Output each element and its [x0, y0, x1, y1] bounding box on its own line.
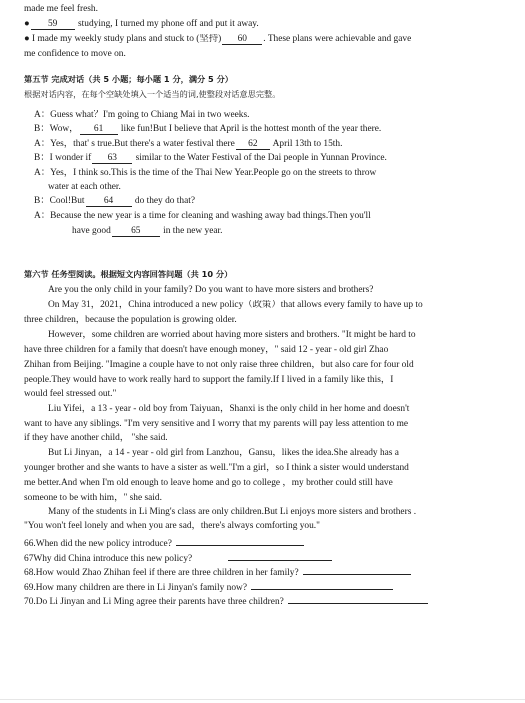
passage-line-14: me better.And when I'm old enough to leave home and go to college ，my brother could still have: [24, 478, 393, 488]
passage-line-2: On May 31，2021，China introduced a new policy（政策）that allows every family to have up to: [48, 300, 423, 310]
dialogue-line-3: [34, 139, 525, 150]
carryover-line-4: me confidence to move on.: [24, 49, 126, 59]
dialogue-line-3-text: A：Yes，that' s true.But there's a water festival there: [34, 139, 235, 149]
blank-62[interactable]: 62: [236, 139, 270, 150]
section5-title: 第五节 完成对话（共 5 小题；每小题 1 分，满分 5 分）: [24, 74, 233, 84]
blank-59[interactable]: 59: [31, 19, 75, 30]
dialogue-line-4: [34, 153, 525, 164]
dialogue-line-7-text: B：Cool!But: [34, 196, 85, 206]
dialogue-line-2-text: B：Wow，: [34, 124, 79, 134]
dialogue-line-4-text: B：I wonder if: [34, 153, 92, 163]
dialogue-line-4-tail: similar to the Water Festival of the Dai people in Yunnan Province.: [133, 153, 387, 163]
passage-line-15: someone to be with him，" she said.: [24, 493, 162, 503]
blank-65[interactable]: 65: [112, 226, 160, 237]
dialogue-line-5: A：Yes，I think so.This is the time of the Thai New Year.People go on the streets to throw: [34, 168, 377, 178]
question-66: [24, 536, 516, 550]
section6-title: 第六节 任务型阅读。根据短文内容回答问题（共 10 分）: [24, 269, 233, 279]
dialogue-line-2: [34, 124, 525, 135]
carryover-line-2: [24, 19, 516, 30]
passage-line-9: Liu Yifei，a 13 - year - old boy from Taiyuan，Shanxi is the only child in her home and doesn't: [48, 404, 410, 414]
passage-line-4: However，some children are worried about having more sisters and brothers. "It might be hard to: [48, 330, 416, 340]
dialogue-line-9-text: have good: [72, 226, 111, 236]
question-67-text: 67Why did China introduce this new policy?: [24, 554, 193, 564]
blank-60[interactable]: 60: [222, 34, 262, 45]
bullet: ●: [24, 19, 30, 29]
dialogue-line-7: [34, 196, 525, 207]
passage-line-7: people.They would have to work really hard to support the family.If I lived in a family like this，I: [24, 375, 394, 385]
passage-line-10: want to have any siblings. "I'm very sensitive and I worry that my parents will pay less attention to me: [24, 419, 409, 429]
question-68: [24, 565, 516, 579]
passage-line-3: three children，because the population is growing older.: [24, 315, 237, 325]
passage-line-16: Many of the students in Li Ming's class are only children.But Li enjoys more sisters and brothers .: [48, 507, 417, 517]
carryover-line-3-text: ● I made my weekly study plans and stuck to (坚持): [24, 34, 222, 44]
carryover-line-2-text: studying, I turned my phone off and put it away.: [75, 19, 259, 29]
dialogue-line-9: [72, 226, 525, 237]
passage-line-8: would feel stressed out.": [24, 389, 117, 399]
passage-line-13: younger brother and she wants to have a sister as well."I'm a girl，so I think a sister would understand: [24, 463, 409, 473]
dialogue-line-3-tail: April 13th to 15th.: [270, 139, 343, 149]
question-69: [24, 580, 516, 594]
answer-line-67[interactable]: [228, 551, 332, 561]
carryover-line-3-tail: . These plans were achievable and gave: [263, 34, 412, 44]
carryover-line-3: [24, 34, 516, 45]
dialogue-line-1: A：Guess what？I'm going to Chiang Mai in two weeks.: [34, 110, 250, 120]
passage-line-12: But Li Jinyan，a 14 - year - old girl from Lanzhou，Gansu，likes the idea.She already has a: [48, 448, 399, 458]
question-69-text: 69.How many children are there in Li Jinyan's family now?: [24, 583, 247, 593]
question-67: [24, 551, 516, 565]
dialogue-line-2-tail: like fun!But I believe that April is the hottest month of the year there.: [118, 124, 382, 134]
dialogue-line-7-tail: do they do that?: [132, 196, 196, 206]
answer-line-66[interactable]: [176, 536, 304, 546]
blank-63[interactable]: 63: [92, 153, 132, 164]
passage-line-17: "You won't feel lonely and when you are sad，there's always comforting you.": [24, 521, 320, 531]
answer-line-68[interactable]: [303, 565, 411, 575]
dialogue-line-8: A：Because the new year is a time for cleaning and washing away bad things.Then you'll: [34, 211, 371, 221]
blank-61[interactable]: 61: [80, 124, 118, 135]
blank-64[interactable]: 64: [86, 196, 132, 207]
passage-line-6: Zhihan from Beijing. "Imagine a couple have to not only raise three children，but also care for four old: [24, 360, 414, 370]
answer-line-70[interactable]: [288, 594, 428, 604]
question-70-text: 70.Do Li Jinyan and Li Ming agree their parents have three children?: [24, 597, 284, 607]
carryover-line-1: made me feel fresh.: [24, 4, 98, 14]
question-66-text: 66.When did the new policy introduce?: [24, 539, 172, 549]
passage-line-11: if they have another child， "she said.: [24, 433, 168, 443]
dialogue-line-9-tail: in the new year.: [160, 226, 223, 236]
section5-instruction: 根据对话内容，在每个空缺处填入一个适当的词,使整段对话意思完整。: [24, 89, 281, 99]
question-70: [24, 594, 516, 608]
passage-line-5: have three children for a family that doesn't have enough money，" said 12 - year - old girl Zhao: [24, 345, 389, 355]
answer-line-69[interactable]: [251, 580, 393, 590]
question-68-text: 68.How would Zhao Zhihan feel if there are three children in her family?: [24, 568, 299, 578]
passage-line-1: Are you the only child in your family? Do you want to have more sisters and brothers?: [48, 285, 374, 295]
dialogue-line-6: water at each other.: [48, 182, 121, 192]
page-bottom-divider: [0, 699, 525, 700]
